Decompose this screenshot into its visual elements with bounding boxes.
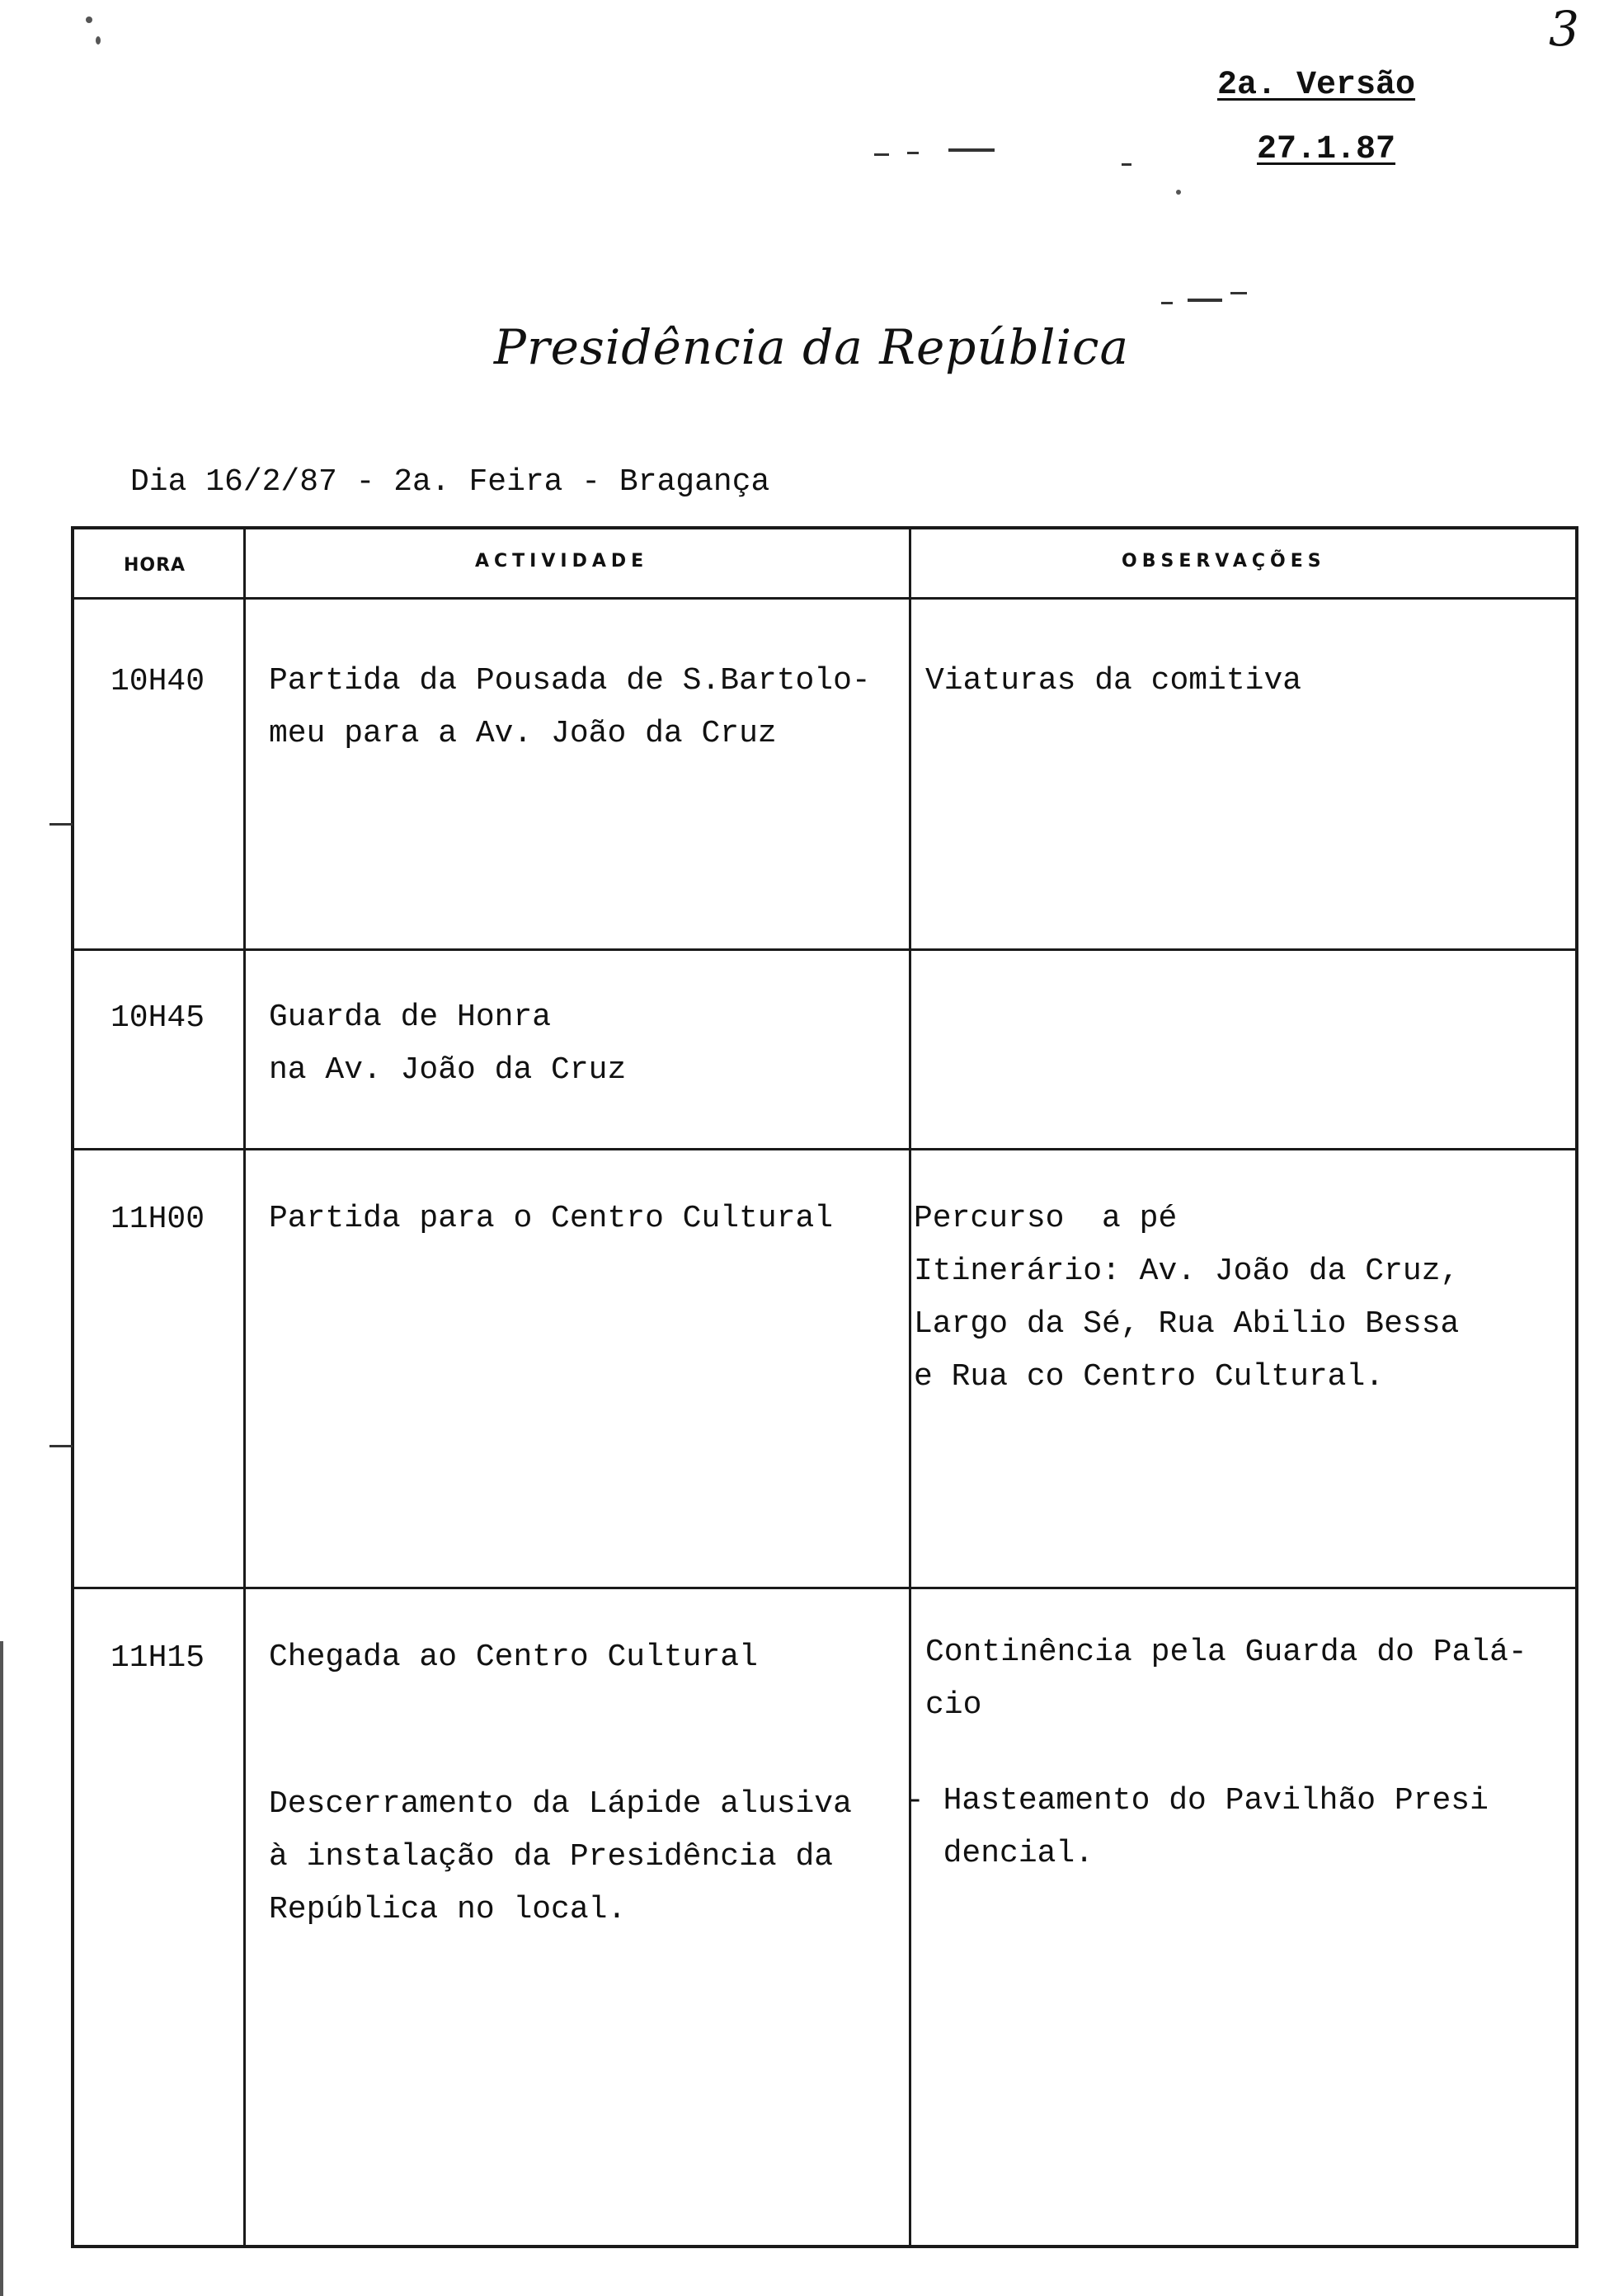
table-border-left: [71, 526, 74, 2248]
scan-mark: [49, 823, 73, 826]
table-border-right: [1575, 526, 1578, 2248]
row-observation: Continência pela Guarda do Palá- cio: [925, 1635, 1527, 1723]
table-border-bottom: [71, 2245, 1578, 2248]
scan-mark: [948, 148, 995, 152]
row-time: 10H45: [111, 1000, 205, 1036]
scan-speck: [1176, 190, 1181, 195]
scan-mark: [907, 152, 919, 154]
scan-mark: [49, 1445, 73, 1447]
table-border-top: [71, 526, 1578, 529]
row-time: 10H40: [111, 664, 205, 699]
scan-speck: [96, 36, 101, 45]
version-date: 27.1.87: [1257, 131, 1396, 168]
row-time: 11H15: [111, 1640, 205, 1676]
row-activity-detail: Descerramento da Lápide alusiva à instalação da Presidência da República no local.: [269, 1786, 852, 1927]
row-activity: Partida da Pousada de S.Bartolo- meu para a Av. João da Cruz: [269, 663, 871, 751]
scan-mark: [1122, 163, 1131, 166]
row-divider-1: [71, 948, 1578, 951]
row-observation: Percurso a pé Itinerário: Av. João da Cruz, Largo da Sé, Rua Abilio Bessa e Rua co Centro Cultural.: [914, 1201, 1460, 1395]
row-observation: Viaturas da comitiva: [925, 663, 1302, 699]
version-label: 2a. Versão: [1217, 67, 1416, 104]
row-divider-2: [71, 1148, 1578, 1150]
row-time: 11H00: [111, 1202, 205, 1237]
row-activity: Partida para o Centro Cultural: [269, 1201, 834, 1236]
day-line: Dia 16/2/87 - 2a. Feira - Bragança: [130, 464, 770, 500]
row-divider-3: [71, 1587, 1578, 1589]
header-divider: [71, 597, 1578, 600]
column-divider-actividade: [909, 526, 911, 2248]
row-observation-detail: - Hasteamento do Pavilhão Presi dencial.: [906, 1783, 1489, 1871]
letterhead-title: Presidência da República: [493, 319, 1130, 375]
column-divider-hora: [243, 526, 246, 2248]
column-header-observacoes: OBSERVAÇÕES: [1122, 551, 1326, 572]
page-number: 3: [1549, 1, 1579, 57]
scan-mark: [1230, 292, 1247, 294]
row-activity: Chegada ao Centro Cultural: [269, 1640, 758, 1675]
column-header-hora: HORA: [124, 555, 186, 576]
scan-mark: [874, 153, 889, 156]
row-activity: Guarda de Honra na Av. João da Cruz: [269, 1000, 627, 1088]
scan-mark: [1188, 299, 1222, 302]
scan-mark: [1161, 302, 1173, 304]
column-header-actividade: ACTIVIDADE: [475, 551, 649, 572]
scan-speck: [86, 16, 92, 23]
scan-edge: [0, 1641, 3, 2296]
